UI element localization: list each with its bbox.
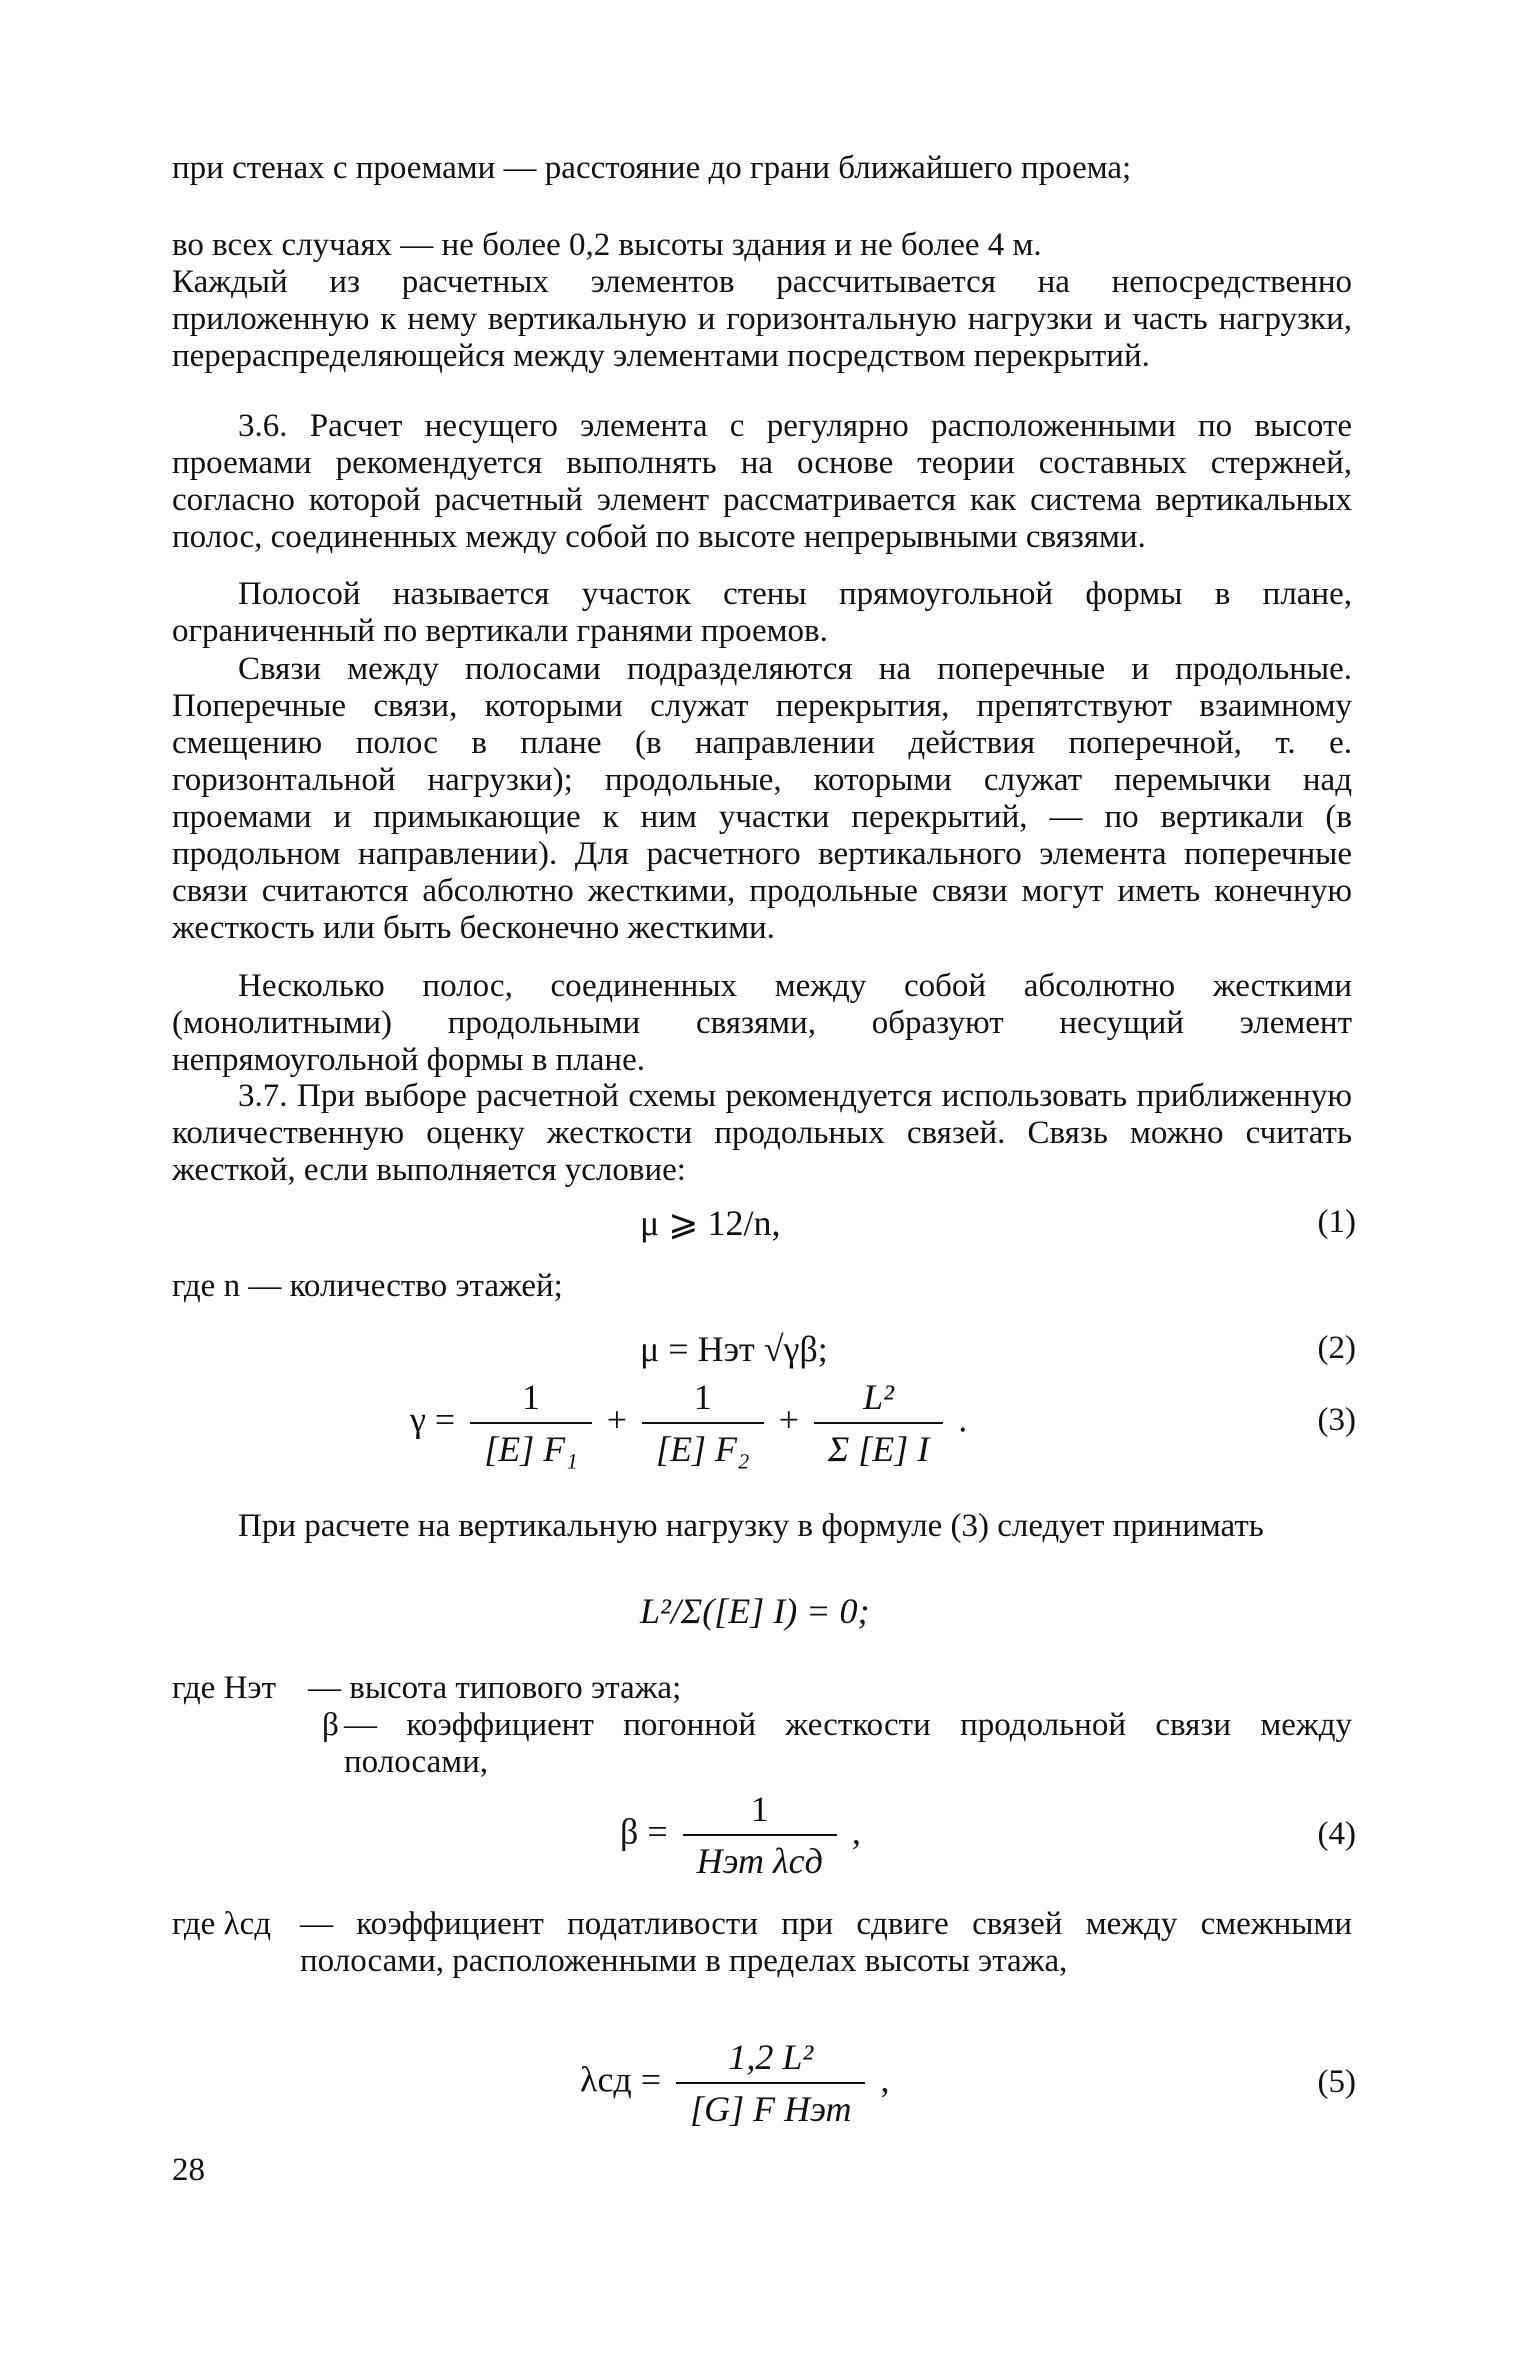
formula-3-term-1-num: 1 — [470, 1376, 592, 1424]
paragraph-where-n: где n — количество этажей; — [172, 1268, 563, 1304]
paragraph-all-cases: во всех случаях — не более 0,2 высоты здания и не более 4 м. — [172, 227, 1042, 263]
formula-3-term-1 — [470, 1376, 592, 1470]
formula-2: μ = Hэт √γβ; — [640, 1329, 828, 1369]
formula-5 — [580, 2036, 889, 2130]
paragraph-calc-elements: Каждый из расчетных элементов рассчитывается на непосредственно приложенную к нему вертикальную и горизонтальную нагрузки и часть нагрузки, перераспределяющейся между элементами посредством перекрытий. — [172, 264, 1352, 374]
paragraph-3-6: 3.6. Расчет несущего элемента с регулярно расположенными по высоте проемами рекомендуется выполнять на основе теории составных стержней, согласно которой расчетный элемент рассматривается как система вертикальных полос, соединенных между собой по высоте непрерывными связями. — [172, 408, 1352, 555]
formula-3-term-3-den: Σ [E] I — [827, 1429, 930, 1469]
definition-height: — высота типового этажа; — [308, 1670, 682, 1706]
formula-5-lhs: λсд = — [580, 2059, 662, 2100]
formula-4-number: (4) — [1317, 1816, 1356, 1852]
formula-3-term-3-num: L² — [814, 1376, 943, 1424]
formula-3-term-2-num: 1 — [642, 1376, 764, 1424]
plus-sign: + — [606, 1399, 628, 1440]
formula-zero: L²/Σ([E] I) = 0; — [640, 1591, 870, 1631]
definition-term-beta: β — [322, 1707, 339, 1743]
formula-4-num: 1 — [683, 1788, 837, 1836]
formula-3-term-2-den: [E] F₂ — [656, 1429, 750, 1469]
formula-3-lhs: γ = — [410, 1399, 456, 1440]
formula-4-fraction — [683, 1788, 837, 1882]
formula-3 — [410, 1376, 967, 1470]
paragraph-connections: Связи между полосами подразделяются на поперечные и продольные. Поперечные связи, которыми служат перекрытия, препятствуют взаимному смещению полос в плане (в направлении действия поперечной, т. е. горизонтальной нагрузки); продольные, которыми служат перемычки над проемами и примыкающие к ним участки перекрытий, — по вертикали (в продольном направлении). Для расчетного вертикального элемента поперечные связи считаются абсолютно жесткими, продольные связи могут иметь конечную жесткость или быть бесконечно жесткими. — [172, 651, 1352, 946]
formula-3-number: (3) — [1317, 1402, 1356, 1438]
formula-1-number: (1) — [1317, 1204, 1356, 1240]
formula-4-lhs: β = — [620, 1811, 668, 1852]
formula-1: μ ⩾ 12/n, — [640, 1203, 781, 1243]
definition-beta: — коэффициент погонной жесткости продольной связи между полосами, — [344, 1707, 1352, 1780]
formula-5-fraction — [676, 2036, 865, 2130]
formula-5-num: 1,2 L² — [676, 2036, 865, 2084]
formula-4 — [620, 1788, 861, 1882]
formula-5-den: [G] F Hэт — [690, 2089, 852, 2129]
paragraph-3-7: 3.7. При выборе расчетной схемы рекомендуется использовать приближенную количественную оценку жесткости продольных связей. Связь можно считать жесткой, если выполняется условие: — [172, 1078, 1352, 1188]
plus-sign: + — [778, 1399, 799, 1440]
period-sign: . — [958, 1399, 968, 1440]
formula-5-number: (5) — [1317, 2064, 1356, 2100]
paragraph-walls-openings: при стенах с проемами — расстояние до грани ближайшего проема; — [172, 150, 1132, 186]
definition-term-lambda: где λсд — [172, 1906, 272, 1942]
formula-3-term-3 — [814, 1376, 943, 1470]
paragraph-strip-definition: Полосой называется участок стены прямоугольной формы в плане, ограниченный по вертикали гранями проемов. — [172, 576, 1352, 649]
formula-3-term-2 — [642, 1376, 764, 1470]
paragraph-vertical-load: При расчете на вертикальную нагрузку в формуле (3) следует принимать — [238, 1508, 1264, 1544]
paragraph-several-strips: Несколько полос, соединенных между собой абсолютно жесткими (монолитными) продольными связями, образуют несущий элемент непрямоугольной формы в плане. — [172, 968, 1352, 1078]
formula-3-term-1-den: [E] F₁ — [484, 1429, 578, 1469]
comma-sign: , — [851, 1811, 861, 1852]
comma-sign: , — [880, 2059, 890, 2100]
formula-4-den: Hэт λсд — [696, 1841, 823, 1881]
definition-term-height: где Hэт — [172, 1670, 276, 1706]
definition-lambda: — коэффициент податливости при сдвиге связей между смежными полосами, расположенными в пределах высоты этажа, — [300, 1906, 1352, 1979]
formula-2-number: (2) — [1317, 1330, 1356, 1366]
page-number: 28 — [172, 2152, 205, 2188]
